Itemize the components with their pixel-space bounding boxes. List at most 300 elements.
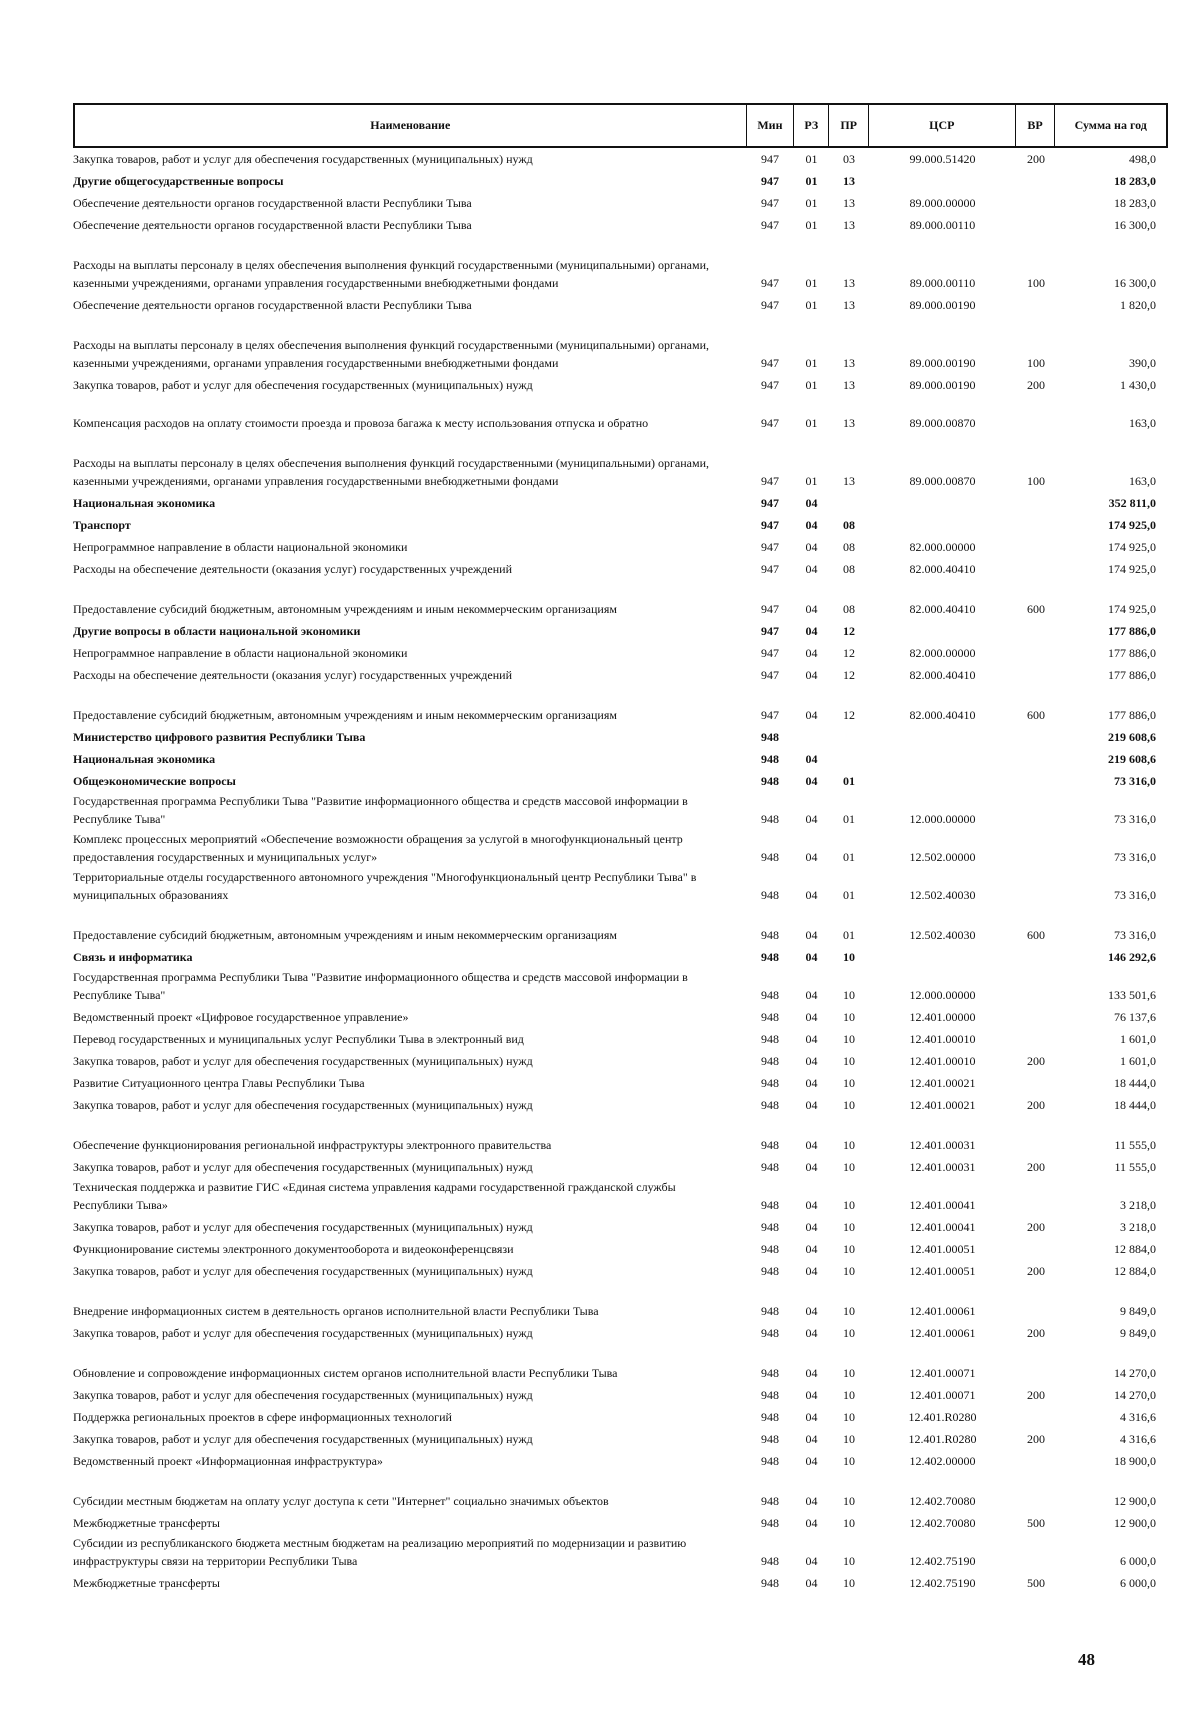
cell-name: Закупка товаров, работ и услуг для обеспечения государственных (муниципальных) нужд bbox=[73, 1160, 533, 1174]
cell-pr: 13 bbox=[843, 416, 855, 430]
cell-csr: 89.000.00870 bbox=[909, 474, 976, 488]
cell-min: 947 bbox=[761, 474, 779, 488]
cell-sum: 1 430,0 bbox=[1120, 378, 1156, 392]
cell-rz: 04 bbox=[805, 624, 818, 638]
cell-rz: 01 bbox=[805, 378, 818, 392]
table-row bbox=[73, 372, 1168, 394]
cell-rz: 04 bbox=[805, 1054, 818, 1068]
header-min: Мин bbox=[746, 105, 794, 146]
cell-min: 948 bbox=[761, 928, 779, 942]
table-row bbox=[73, 534, 1168, 556]
table-row bbox=[73, 168, 1168, 190]
table-header bbox=[73, 103, 1168, 148]
cell-rz: 01 bbox=[805, 298, 818, 312]
cell-sum: 498,0 bbox=[1129, 152, 1156, 166]
cell-name: Территориальные отделы государственного автономного учреждения "Многофункциональный центр Республики Тыва" в муниципальных образованиях bbox=[73, 870, 697, 902]
cell-sum: 390,0 bbox=[1129, 356, 1156, 370]
cell-pr: 10 bbox=[843, 1242, 855, 1256]
cell-pr: 08 bbox=[843, 540, 855, 554]
table-row bbox=[73, 746, 1168, 768]
cell-name: Субсидии местным бюджетам на оплату услуг доступа к сети "Интернет" социально значимых объектов bbox=[73, 1494, 609, 1508]
cell-sum: 73 316,0 bbox=[1114, 812, 1156, 826]
table-row bbox=[73, 234, 1168, 292]
cell-sum: 177 886,0 bbox=[1108, 708, 1156, 722]
cell-pr: 08 bbox=[843, 562, 855, 576]
cell-name: Закупка товаров, работ и услуг для обеспечения государственных (муниципальных) нужд bbox=[73, 1432, 533, 1446]
cell-sum: 18 283,0 bbox=[1114, 174, 1156, 188]
cell-min: 947 bbox=[761, 378, 779, 392]
cell-rz: 04 bbox=[805, 1554, 818, 1568]
cell-sum: 174 925,0 bbox=[1108, 562, 1156, 576]
cell-name: Национальная экономика bbox=[73, 752, 216, 766]
cell-rz: 04 bbox=[805, 668, 818, 682]
cell-name: Развитие Ситуационного центра Главы Республики Тыва bbox=[73, 1076, 365, 1090]
cell-sum: 174 925,0 bbox=[1108, 602, 1156, 616]
cell-pr: 01 bbox=[843, 812, 855, 826]
cell-name: Комплекс процессных мероприятий «Обеспечение возможности обращения за услугой в многофункциональный центр предоставления государственных и муниципальных услуг» bbox=[73, 832, 683, 864]
cell-name: Обеспечение деятельности органов государственной власти Республики Тыва bbox=[73, 218, 472, 232]
cell-rz: 04 bbox=[805, 1388, 818, 1402]
cell-pr: 08 bbox=[843, 602, 855, 616]
cell-csr: 12.401.00061 bbox=[909, 1326, 976, 1340]
cell-vr: 500 bbox=[1027, 1576, 1045, 1590]
cell-vr: 200 bbox=[1027, 1432, 1045, 1446]
cell-sum: 1 601,0 bbox=[1120, 1054, 1156, 1068]
cell-name: Расходы на выплаты персоналу в целях обеспечения выполнения функций государственными (муниципальными) органами, казенными учреждениями, органами управления государственными внебюджетными фондами bbox=[73, 456, 710, 488]
cell-sum: 73 316,0 bbox=[1114, 888, 1156, 902]
cell-name: Функционирование системы электронного документооборота и видеоконференцсвязи bbox=[73, 1242, 514, 1256]
cell-min: 948 bbox=[761, 1010, 779, 1024]
cell-pr: 10 bbox=[843, 1010, 855, 1024]
cell-rz: 04 bbox=[805, 1410, 818, 1424]
cell-csr: 12.502.40030 bbox=[909, 928, 976, 942]
cell-sum: 4 316,6 bbox=[1120, 1432, 1156, 1446]
table-row bbox=[73, 1342, 1168, 1382]
cell-sum: 12 884,0 bbox=[1114, 1264, 1156, 1278]
cell-sum: 9 849,0 bbox=[1120, 1304, 1156, 1318]
cell-pr: 13 bbox=[843, 298, 855, 312]
cell-sum: 219 608,6 bbox=[1108, 752, 1156, 766]
cell-name: Предоставление субсидий бюджетным, автономным учреждениям и иным некоммерческим организациям bbox=[73, 928, 617, 942]
cell-vr: 200 bbox=[1027, 1220, 1045, 1234]
cell-min: 948 bbox=[761, 1220, 779, 1234]
cell-pr: 10 bbox=[843, 1032, 855, 1046]
cell-name: Обеспечение функционирования региональной инфраструктуры электронного правительства bbox=[73, 1138, 552, 1152]
cell-min: 948 bbox=[761, 1516, 779, 1530]
cell-min: 948 bbox=[761, 1576, 779, 1590]
cell-pr: 13 bbox=[843, 276, 855, 290]
header-pr: ПР bbox=[828, 105, 868, 146]
cell-min: 948 bbox=[761, 1264, 779, 1278]
cell-sum: 73 316,0 bbox=[1114, 928, 1156, 942]
cell-name: Предоставление субсидий бюджетным, автономным учреждениям и иным некоммерческим организациям bbox=[73, 602, 617, 616]
cell-name: Субсидии из республиканского бюджета местным бюджетам на реализацию мероприятий по модернизации и развитию инфраструктуры связи на территории Республики Тыва bbox=[73, 1536, 687, 1568]
cell-vr: 200 bbox=[1027, 1160, 1045, 1174]
table-row bbox=[73, 432, 1168, 490]
cell-sum: 177 886,0 bbox=[1108, 624, 1156, 638]
cell-pr: 10 bbox=[843, 1220, 855, 1234]
cell-min: 948 bbox=[761, 1326, 779, 1340]
cell-rz: 04 bbox=[805, 1010, 818, 1024]
cell-min: 948 bbox=[761, 774, 779, 788]
cell-rz: 04 bbox=[805, 1326, 818, 1340]
cell-rz: 04 bbox=[805, 888, 818, 902]
table-row bbox=[73, 944, 1168, 966]
cell-sum: 14 270,0 bbox=[1114, 1366, 1156, 1380]
cell-pr: 13 bbox=[843, 378, 855, 392]
cell-csr: 89.000.00190 bbox=[909, 298, 976, 312]
cell-csr: 12.401.00031 bbox=[909, 1160, 976, 1174]
cell-name: Закупка товаров, работ и услуг для обеспечения государственных (муниципальных) нужд bbox=[73, 1054, 533, 1068]
cell-vr: 200 bbox=[1027, 152, 1045, 166]
cell-vr: 100 bbox=[1027, 276, 1045, 290]
cell-csr: 12.401.R0280 bbox=[908, 1410, 977, 1424]
cell-sum: 1 820,0 bbox=[1120, 298, 1156, 312]
cell-pr: 10 bbox=[843, 1326, 855, 1340]
table-row bbox=[73, 1426, 1168, 1448]
cell-vr: 100 bbox=[1027, 474, 1045, 488]
cell-csr: 12.000.00000 bbox=[909, 812, 976, 826]
cell-rz: 04 bbox=[805, 1516, 818, 1530]
cell-pr: 10 bbox=[843, 1494, 855, 1508]
table-row bbox=[73, 314, 1168, 372]
cell-rz: 04 bbox=[805, 1032, 818, 1046]
table-row bbox=[73, 1320, 1168, 1342]
cell-sum: 133 501,6 bbox=[1108, 988, 1156, 1002]
cell-name: Транспорт bbox=[73, 518, 131, 532]
table-row bbox=[73, 1404, 1168, 1426]
cell-sum: 219 608,6 bbox=[1108, 730, 1156, 744]
cell-rz: 04 bbox=[805, 1366, 818, 1380]
cell-name: Расходы на выплаты персоналу в целях обеспечения выполнения функций государственными (муниципальными) органами, казенными учреждениями, органами управления государственными внебюджетными фондами bbox=[73, 258, 710, 290]
cell-pr: 10 bbox=[843, 1138, 855, 1152]
cell-min: 948 bbox=[761, 1198, 779, 1212]
cell-sum: 177 886,0 bbox=[1108, 668, 1156, 682]
table-row bbox=[73, 490, 1168, 512]
cell-pr: 13 bbox=[843, 218, 855, 232]
cell-rz: 04 bbox=[805, 518, 818, 532]
cell-csr: 12.401.00071 bbox=[909, 1388, 976, 1402]
cell-name: Компенсация расходов на оплату стоимости проезда и провоза багажа к месту использования отпуска и обратно bbox=[73, 416, 649, 430]
cell-min: 947 bbox=[761, 602, 779, 616]
table-row bbox=[73, 1026, 1168, 1048]
table-row bbox=[73, 1176, 1168, 1214]
cell-rz: 04 bbox=[805, 1160, 818, 1174]
cell-csr: 12.402.70080 bbox=[909, 1516, 976, 1530]
cell-min: 948 bbox=[761, 950, 779, 964]
cell-name: Закупка товаров, работ и услуг для обеспечения государственных (муниципальных) нужд bbox=[73, 1098, 533, 1112]
cell-rz: 01 bbox=[805, 196, 818, 210]
cell-csr: 12.401.00041 bbox=[909, 1198, 976, 1212]
cell-pr: 10 bbox=[843, 988, 855, 1002]
table-row bbox=[73, 556, 1168, 578]
cell-min: 947 bbox=[761, 356, 779, 370]
cell-vr: 600 bbox=[1027, 602, 1045, 616]
cell-csr: 12.402.75190 bbox=[909, 1576, 976, 1590]
cell-sum: 174 925,0 bbox=[1108, 518, 1156, 532]
table-row bbox=[73, 828, 1168, 866]
cell-vr: 500 bbox=[1027, 1516, 1045, 1530]
cell-min: 948 bbox=[761, 1076, 779, 1090]
cell-min: 947 bbox=[761, 646, 779, 660]
cell-csr: 89.000.00870 bbox=[909, 416, 976, 430]
cell-csr: 82.000.40410 bbox=[909, 668, 976, 682]
cell-min: 947 bbox=[761, 416, 779, 430]
cell-rz: 04 bbox=[805, 950, 818, 964]
cell-csr: 82.000.40410 bbox=[909, 708, 976, 722]
cell-name: Другие вопросы в области национальной экономики bbox=[73, 624, 361, 638]
cell-sum: 6 000,0 bbox=[1120, 1576, 1156, 1590]
cell-name: Обеспечение деятельности органов государственной власти Республики Тыва bbox=[73, 298, 472, 312]
cell-name: Закупка товаров, работ и услуг для обеспечения государственных (муниципальных) нужд bbox=[73, 1326, 533, 1340]
cell-name: Межбюджетные трансферты bbox=[73, 1516, 220, 1530]
cell-min: 948 bbox=[761, 1388, 779, 1402]
cell-name: Общеэкономические вопросы bbox=[73, 774, 236, 788]
table-row bbox=[73, 394, 1168, 432]
table-row bbox=[73, 1004, 1168, 1026]
cell-rz: 04 bbox=[805, 928, 818, 942]
cell-csr: 82.000.00000 bbox=[909, 540, 976, 554]
cell-sum: 12 900,0 bbox=[1114, 1494, 1156, 1508]
cell-csr: 12.502.40030 bbox=[909, 888, 976, 902]
table-row bbox=[73, 1470, 1168, 1510]
table-row bbox=[73, 1280, 1168, 1320]
cell-min: 947 bbox=[761, 152, 779, 166]
cell-rz: 04 bbox=[805, 774, 818, 788]
cell-rz: 04 bbox=[805, 1454, 818, 1468]
cell-rz: 04 bbox=[805, 1098, 818, 1112]
cell-pr: 10 bbox=[843, 950, 855, 964]
cell-csr: 82.000.40410 bbox=[909, 562, 976, 576]
cell-pr: 10 bbox=[843, 1054, 855, 1068]
table-row bbox=[73, 190, 1168, 212]
cell-name: Национальная экономика bbox=[73, 496, 216, 510]
cell-pr: 10 bbox=[843, 1410, 855, 1424]
table-row bbox=[73, 150, 1168, 168]
cell-min: 948 bbox=[761, 1410, 779, 1424]
cell-vr: 200 bbox=[1027, 378, 1045, 392]
cell-csr: 12.402.70080 bbox=[909, 1494, 976, 1508]
cell-pr: 01 bbox=[843, 774, 855, 788]
cell-min: 948 bbox=[761, 752, 779, 766]
table-row bbox=[73, 212, 1168, 234]
cell-name: Закупка товаров, работ и услуг для обеспечения государственных (муниципальных) нужд bbox=[73, 1264, 533, 1278]
cell-sum: 174 925,0 bbox=[1108, 540, 1156, 554]
cell-pr: 10 bbox=[843, 1366, 855, 1380]
cell-csr: 82.000.40410 bbox=[909, 602, 976, 616]
cell-pr: 13 bbox=[843, 196, 855, 210]
cell-min: 948 bbox=[761, 1554, 779, 1568]
cell-pr: 13 bbox=[843, 174, 855, 188]
cell-name: Расходы на обеспечение деятельности (оказания услуг) государственных учреждений bbox=[73, 668, 513, 682]
cell-sum: 1 601,0 bbox=[1120, 1032, 1156, 1046]
cell-sum: 3 218,0 bbox=[1120, 1220, 1156, 1234]
cell-min: 947 bbox=[761, 218, 779, 232]
cell-csr: 12.000.00000 bbox=[909, 988, 976, 1002]
cell-rz: 04 bbox=[805, 1198, 818, 1212]
cell-csr: 12.401.00041 bbox=[909, 1220, 976, 1234]
table-row bbox=[73, 1382, 1168, 1404]
cell-sum: 163,0 bbox=[1129, 416, 1156, 430]
cell-min: 948 bbox=[761, 850, 779, 864]
cell-rz: 04 bbox=[805, 496, 818, 510]
cell-min: 947 bbox=[761, 668, 779, 682]
table-row bbox=[73, 512, 1168, 534]
cell-csr: 89.000.00110 bbox=[909, 276, 976, 290]
cell-pr: 13 bbox=[843, 356, 855, 370]
cell-name: Внедрение информационных систем в деятельность органов исполнительной власти Республики Тыва bbox=[73, 1304, 599, 1318]
cell-sum: 12 884,0 bbox=[1114, 1242, 1156, 1256]
cell-rz: 04 bbox=[805, 602, 818, 616]
cell-csr: 12.401.R0280 bbox=[908, 1432, 977, 1446]
table-row bbox=[73, 578, 1168, 618]
cell-name: Ведомственный проект «Информационная инфраструктура» bbox=[73, 1454, 383, 1468]
cell-rz: 04 bbox=[805, 646, 818, 660]
table-row bbox=[73, 1236, 1168, 1258]
cell-sum: 18 900,0 bbox=[1114, 1454, 1156, 1468]
cell-rz: 04 bbox=[805, 1264, 818, 1278]
cell-csr: 89.000.00000 bbox=[909, 196, 976, 210]
cell-name: Межбюджетные трансферты bbox=[73, 1576, 220, 1590]
cell-sum: 14 270,0 bbox=[1114, 1388, 1156, 1402]
table-row bbox=[73, 1532, 1168, 1570]
table-row bbox=[73, 1214, 1168, 1236]
cell-name: Расходы на обеспечение деятельности (оказания услуг) государственных учреждений bbox=[73, 562, 513, 576]
cell-pr: 01 bbox=[843, 850, 855, 864]
cell-csr: 12.401.00021 bbox=[909, 1076, 976, 1090]
cell-sum: 3 218,0 bbox=[1120, 1198, 1156, 1212]
table-row bbox=[73, 1570, 1168, 1592]
table-row bbox=[73, 662, 1168, 684]
cell-name: Обновление и сопровождение информационных систем органов исполнительной власти Республики Тыва bbox=[73, 1366, 618, 1380]
cell-sum: 146 292,6 bbox=[1108, 950, 1156, 964]
cell-pr: 10 bbox=[843, 1432, 855, 1446]
cell-csr: 12.401.00010 bbox=[909, 1054, 976, 1068]
cell-pr: 12 bbox=[843, 646, 855, 660]
cell-pr: 01 bbox=[843, 888, 855, 902]
table-row bbox=[73, 768, 1168, 790]
cell-vr: 200 bbox=[1027, 1098, 1045, 1112]
cell-rz: 04 bbox=[805, 850, 818, 864]
cell-name: Закупка товаров, работ и услуг для обеспечения государственных (муниципальных) нужд bbox=[73, 1220, 533, 1234]
table-row bbox=[73, 292, 1168, 314]
cell-min: 948 bbox=[761, 988, 779, 1002]
cell-rz: 04 bbox=[805, 752, 818, 766]
table-row bbox=[73, 618, 1168, 640]
cell-rz: 04 bbox=[805, 1220, 818, 1234]
cell-sum: 73 316,0 bbox=[1114, 850, 1156, 864]
cell-csr: 12.401.00021 bbox=[909, 1098, 976, 1112]
cell-min: 947 bbox=[761, 540, 779, 554]
header-sum: Сумма на год bbox=[1054, 105, 1166, 146]
table-row bbox=[73, 1448, 1168, 1470]
table-row bbox=[73, 724, 1168, 746]
cell-min: 948 bbox=[761, 1160, 779, 1174]
cell-sum: 177 886,0 bbox=[1108, 646, 1156, 660]
table-row bbox=[73, 1114, 1168, 1154]
cell-pr: 10 bbox=[843, 1160, 855, 1174]
cell-sum: 4 316,6 bbox=[1120, 1410, 1156, 1424]
cell-rz: 01 bbox=[805, 218, 818, 232]
table-row bbox=[73, 1092, 1168, 1114]
cell-pr: 03 bbox=[843, 152, 855, 166]
header-csr: ЦСР bbox=[868, 105, 1014, 146]
cell-sum: 18 283,0 bbox=[1114, 196, 1156, 210]
cell-pr: 01 bbox=[843, 928, 855, 942]
cell-min: 948 bbox=[761, 1054, 779, 1068]
cell-csr: 12.401.00000 bbox=[909, 1010, 976, 1024]
table-row bbox=[73, 1258, 1168, 1280]
cell-rz: 01 bbox=[805, 474, 818, 488]
cell-csr: 12.401.00031 bbox=[909, 1138, 976, 1152]
cell-name: Министерство цифрового развития Республики Тыва bbox=[73, 730, 366, 744]
table-row bbox=[73, 1510, 1168, 1532]
cell-vr: 200 bbox=[1027, 1054, 1045, 1068]
cell-rz: 01 bbox=[805, 276, 818, 290]
cell-sum: 12 900,0 bbox=[1114, 1516, 1156, 1530]
cell-min: 948 bbox=[761, 1032, 779, 1046]
cell-min: 948 bbox=[761, 1454, 779, 1468]
cell-sum: 18 444,0 bbox=[1114, 1098, 1156, 1112]
cell-name: Связь и информатика bbox=[73, 950, 193, 964]
cell-vr: 200 bbox=[1027, 1388, 1045, 1402]
cell-pr: 10 bbox=[843, 1076, 855, 1090]
cell-min: 947 bbox=[761, 518, 779, 532]
cell-sum: 6 000,0 bbox=[1120, 1554, 1156, 1568]
cell-min: 948 bbox=[761, 888, 779, 902]
cell-sum: 163,0 bbox=[1129, 474, 1156, 488]
cell-rz: 04 bbox=[805, 1494, 818, 1508]
cell-rz: 04 bbox=[805, 1432, 818, 1446]
cell-pr: 12 bbox=[843, 708, 855, 722]
table-row bbox=[73, 684, 1168, 724]
cell-name: Предоставление субсидий бюджетным, автономным учреждениям и иным некоммерческим организациям bbox=[73, 708, 617, 722]
cell-min: 948 bbox=[761, 1242, 779, 1256]
cell-rz: 04 bbox=[805, 1138, 818, 1152]
cell-csr: 99.000.51420 bbox=[909, 152, 976, 166]
cell-min: 947 bbox=[761, 174, 779, 188]
cell-sum: 76 137,6 bbox=[1114, 1010, 1156, 1024]
header-rz: РЗ bbox=[793, 105, 828, 146]
cell-csr: 89.000.00110 bbox=[909, 218, 976, 232]
cell-pr: 10 bbox=[843, 1198, 855, 1212]
cell-min: 947 bbox=[761, 624, 779, 638]
cell-rz: 04 bbox=[805, 708, 818, 722]
cell-name: Непрограммное направление в области национальной экономики bbox=[73, 646, 408, 660]
cell-csr: 12.401.00010 bbox=[909, 1032, 976, 1046]
cell-vr: 200 bbox=[1027, 1326, 1045, 1340]
cell-name: Ведомственный проект «Цифровое государственное управление» bbox=[73, 1010, 409, 1024]
table-row bbox=[73, 866, 1168, 904]
cell-rz: 01 bbox=[805, 174, 818, 188]
cell-sum: 11 555,0 bbox=[1114, 1138, 1156, 1152]
cell-pr: 08 bbox=[843, 518, 855, 532]
cell-csr: 12.401.00071 bbox=[909, 1366, 976, 1380]
cell-csr: 12.402.00000 bbox=[909, 1454, 976, 1468]
cell-pr: 10 bbox=[843, 1454, 855, 1468]
cell-vr: 100 bbox=[1027, 356, 1045, 370]
cell-rz: 04 bbox=[805, 562, 818, 576]
cell-vr: 600 bbox=[1027, 708, 1045, 722]
cell-min: 947 bbox=[761, 276, 779, 290]
cell-rz: 04 bbox=[805, 812, 818, 826]
cell-csr: 12.402.75190 bbox=[909, 1554, 976, 1568]
cell-sum: 352 811,0 bbox=[1108, 496, 1156, 510]
cell-min: 947 bbox=[761, 562, 779, 576]
cell-csr: 82.000.00000 bbox=[909, 646, 976, 660]
cell-min: 948 bbox=[761, 1494, 779, 1508]
table-row bbox=[73, 790, 1168, 828]
